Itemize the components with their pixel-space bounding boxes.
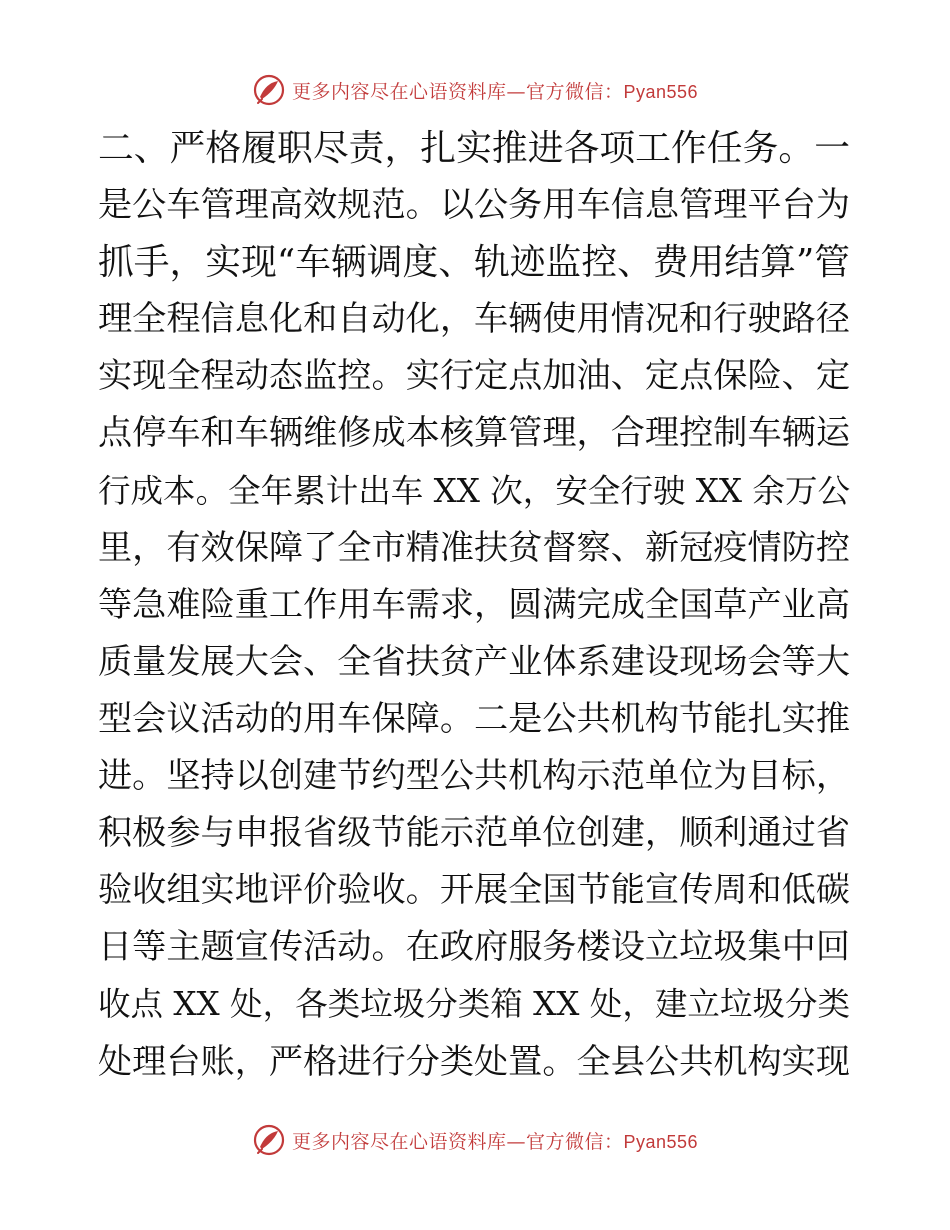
text-line: 质量发展大会、全省扶贫产业体系建设现场会等大: [98, 641, 850, 682]
text-line: 收点 XX 处，各类垃圾分类箱 XX 处，建立垃圾分类: [98, 985, 850, 1024]
text-line: 日等主题宣传活动。在政府服务楼设立垃圾集中回: [98, 927, 850, 968]
watermark-wechat-id: Pyan556: [623, 1131, 699, 1152]
text-line: 里，有效保障了全市精准扶贫督察、新冠疫情防控: [98, 527, 850, 568]
text-line: 抓手，实现“车辆调度、轨迹监控、费用结算”管: [98, 242, 850, 284]
text-line: 型会议活动的用车保障。二是公共机构节能扎实推: [98, 698, 850, 739]
text-line: 理全程信息化和自动化，车辆使用情况和行驶路径: [98, 299, 850, 340]
header-watermark: [0, 70, 950, 110]
text-line: 验收组实地评价验收。开展全国节能宣传周和低碳: [98, 870, 850, 911]
footer-watermark: [0, 1120, 950, 1160]
watermark-wechat-id: Pyan556: [623, 81, 699, 102]
text-line: 二、严格履职尽责，扎实推进各项工作任务。一: [98, 128, 850, 169]
text-line: 是公车管理高效规范。以公务用车信息管理平台为: [98, 185, 850, 226]
text-line: 实现全程动态监控。实行定点加油、定点保险、定: [98, 356, 850, 397]
body-text: [98, 120, 850, 1091]
pen-logo-icon: [252, 1123, 286, 1157]
text-line: 积极参与申报省级节能示范单位创建，顺利通过省: [98, 813, 850, 854]
watermark-text: 更多内容尽在心语资料库—官方微信：Pyan556: [291, 80, 699, 103]
text-line: 等急难险重工作用车需求，圆满完成全国草产业高: [98, 584, 850, 625]
pen-logo-icon: [252, 73, 286, 107]
text-line: 处理台账，严格进行分类处置。全县公共机构实现: [98, 1041, 850, 1082]
watermark-text: 更多内容尽在心语资料库—官方微信：Pyan556: [291, 1130, 699, 1153]
text-line: 行成本。全年累计出车 XX 次，安全行驶 XX 余万公: [98, 471, 850, 510]
text-line: 点停车和车辆维修成本核算管理，合理控制车辆运: [98, 413, 850, 454]
text-line: 进。坚持以创建节约型公共机构示范单位为目标，: [98, 756, 850, 797]
